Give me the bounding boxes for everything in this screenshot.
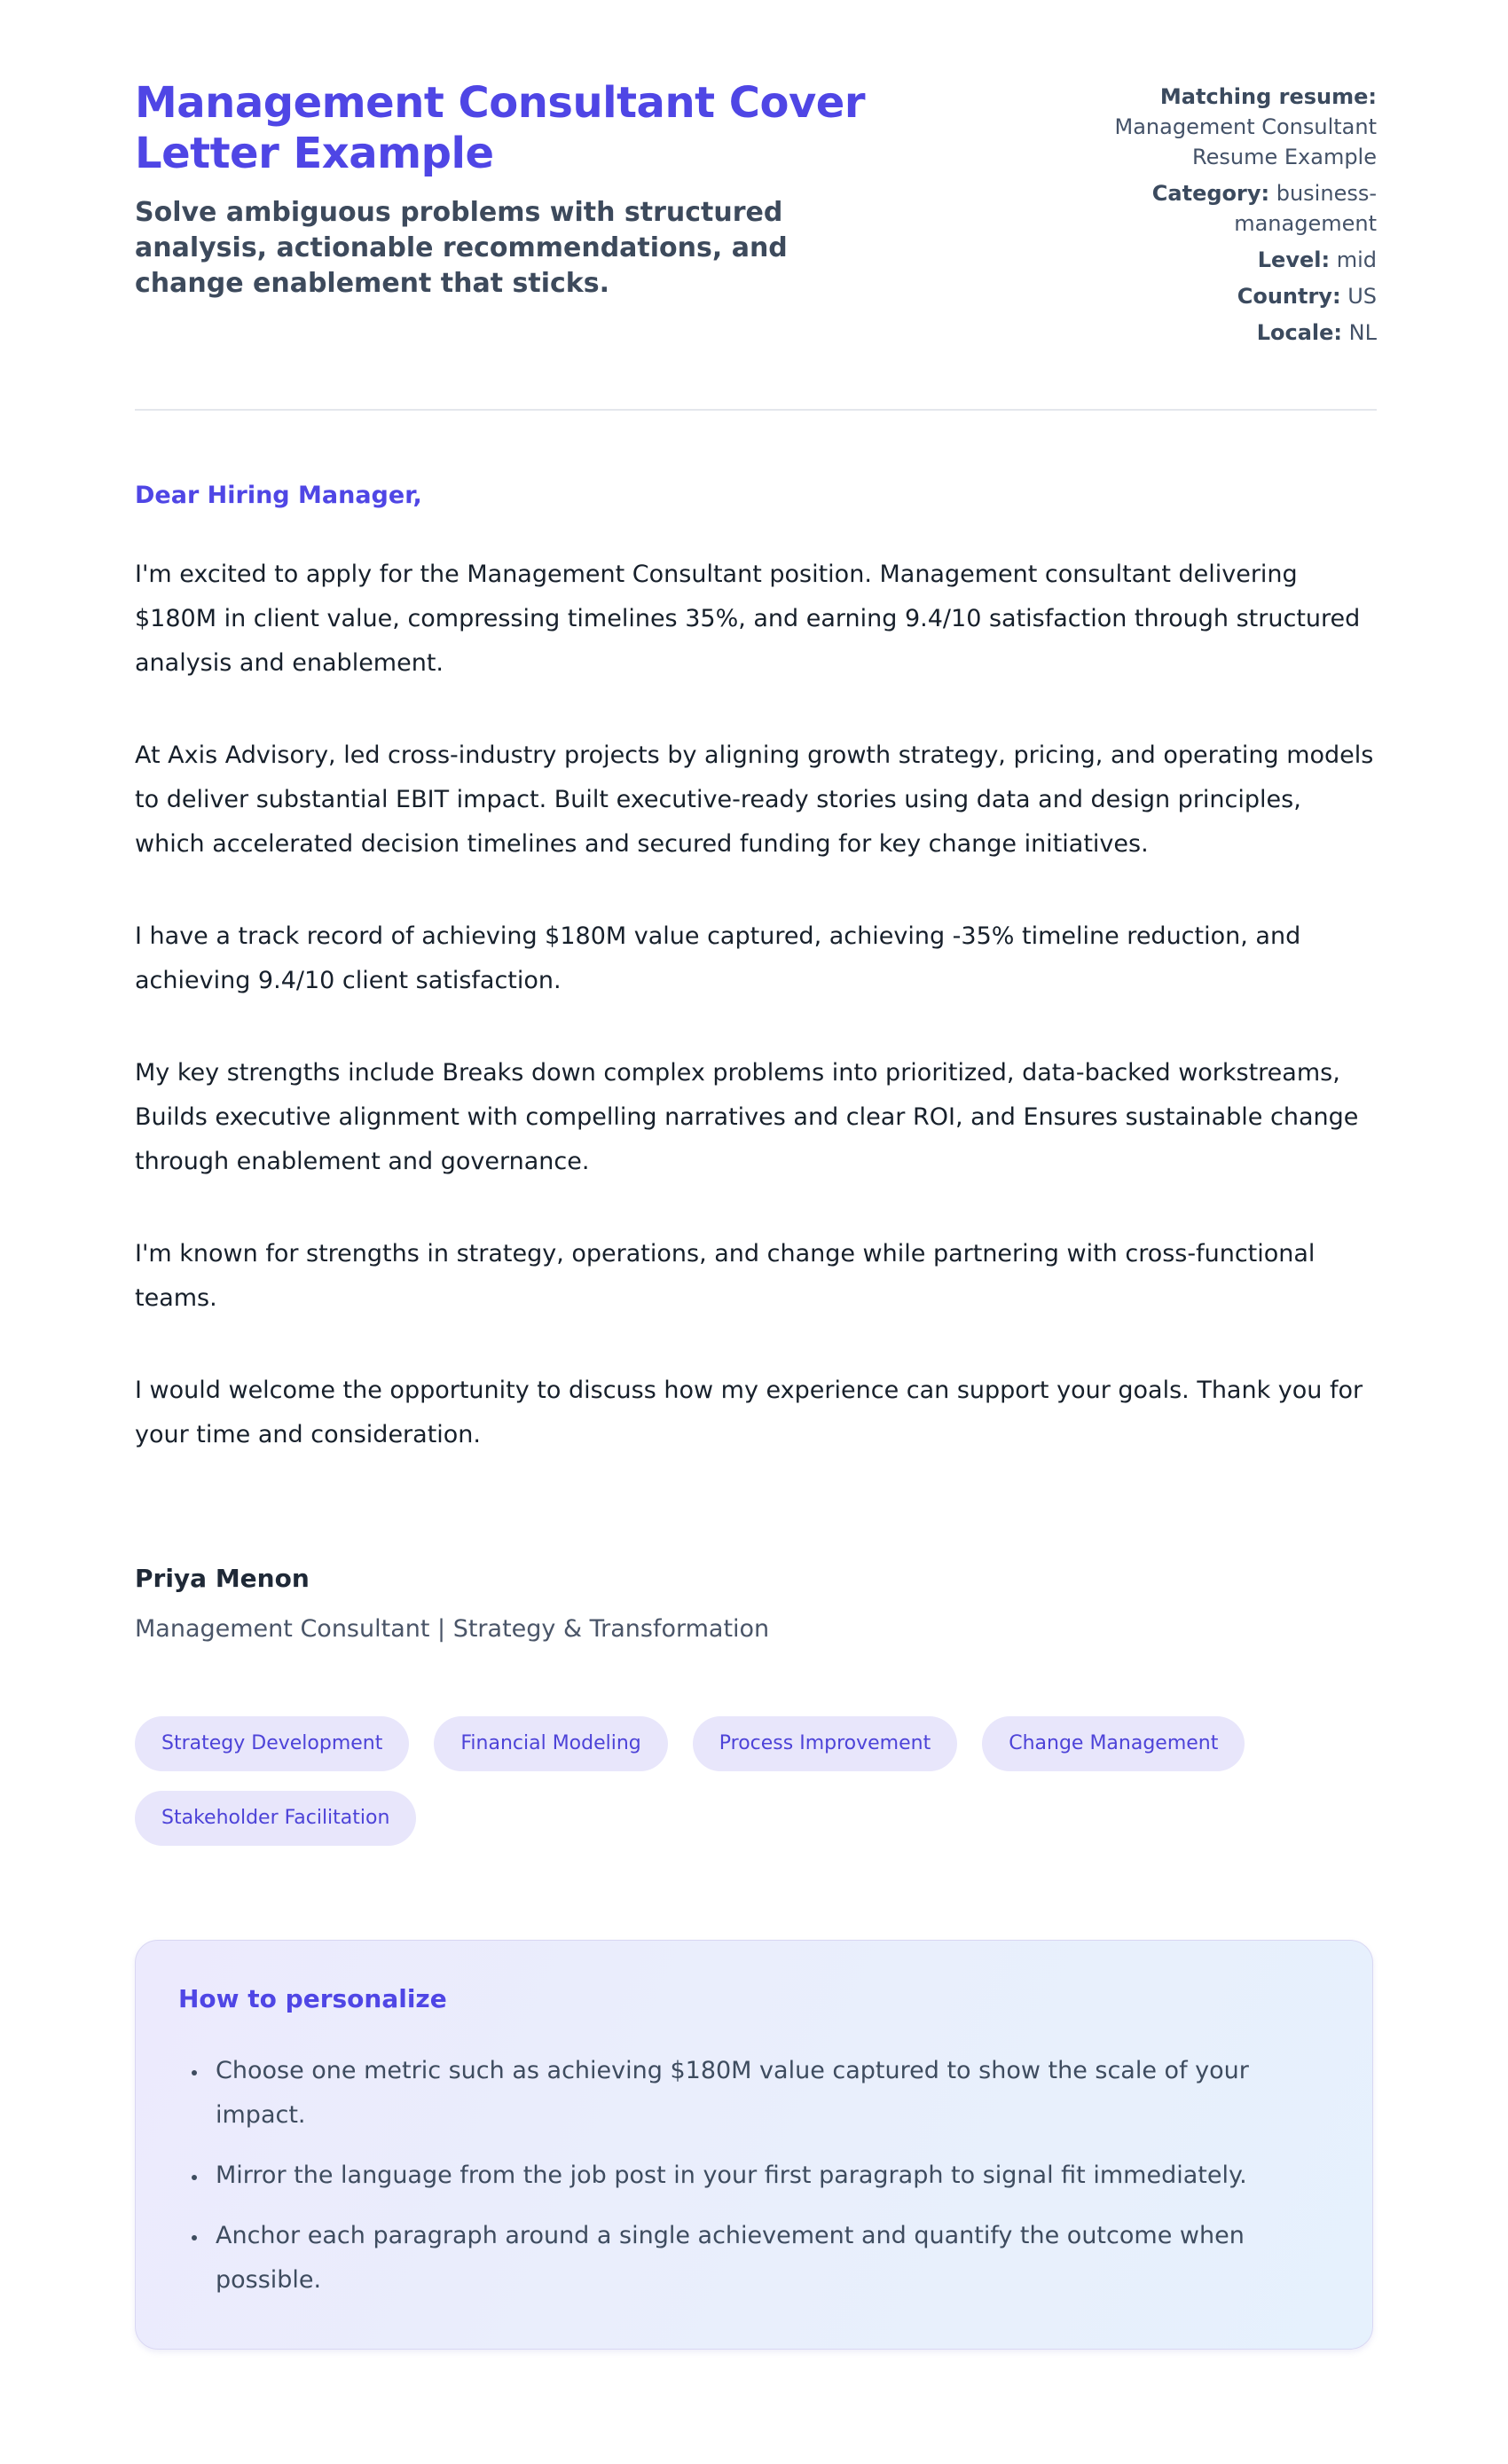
skill-tag: Change Management (982, 1716, 1245, 1771)
page-title: Management Consultant Cover Letter Example (135, 78, 865, 178)
meta-value: NL (1348, 320, 1377, 345)
how-to-personalize-box (135, 1940, 1373, 2350)
letter-paragraph: I'm excited to apply for the Management Consultant position. Management consultant delivering $180M in client value, compressing timelines 35%, and earning 9.4/10 satisfaction through structured analysis and enablement. (135, 561, 1361, 677)
salutation: Dear Hiring Manager, (135, 482, 422, 509)
meta-row-level (1057, 245, 1377, 275)
header-divider (135, 409, 1377, 411)
meta-value: US (1347, 284, 1377, 309)
meta-row-matching-resume (1057, 82, 1377, 172)
meta-label: Category: (1151, 181, 1270, 206)
skill-tag: Financial Modeling (434, 1716, 667, 1771)
skill-tag: Strategy Development (135, 1716, 409, 1771)
cover-letter-page (135, 0, 1377, 2350)
meta-label: Country: (1237, 284, 1341, 309)
page-header (135, 78, 1377, 409)
signature-role: Management Consultant | Strategy & Transformation (135, 1615, 770, 1643)
meta-row-category (1057, 178, 1377, 239)
skill-tag: Stakeholder Facilitation (135, 1791, 416, 1846)
letter-body (135, 480, 1377, 2350)
skill-tags (135, 1716, 1270, 1846)
meta-row-locale (1057, 318, 1377, 348)
meta-label: Matching resume: (1159, 84, 1377, 109)
meta-value: mid (1336, 247, 1377, 272)
tip-item: • Mirror the language from the job post in your first paragraph to signal fit immediately. (208, 2154, 1255, 2198)
tips-title: How to personalize (178, 1984, 447, 2013)
skill-tag: Process Improvement (693, 1716, 957, 1771)
meta-value: business-management (1234, 181, 1377, 236)
meta-row-country (1057, 281, 1377, 311)
meta-label: Level: (1257, 247, 1331, 272)
letter-paragraph: My key strengths include Breaks down complex problems into prioritized, data-backed workstreams, Builds executive alignment with compelling narratives and clear ROI, and Ensures sustainable change through enablement and governance. (135, 1059, 1359, 1175)
meta-label: Locale: (1256, 320, 1343, 345)
tip-item: • Choose one metric such as achieving $180M value captured to show the scale of your impact. (208, 2049, 1255, 2138)
signature-name: Priya Menon (135, 1564, 310, 1593)
meta-value: Management Consultant Resume Example (1114, 114, 1377, 169)
letter-paragraph: I'm known for strengths in strategy, operations, and change while partnering with cross-functional teams. (135, 1240, 1316, 1312)
letter-paragraph: I would welcome the opportunity to discuss how my experience can support your goals. Thank you for your time and consideration. (135, 1377, 1363, 1448)
page-subtitle: Solve ambiguous problems with structured analysis, actionable recommendations, and change enablement that sticks. (135, 197, 788, 299)
letter-paragraph: At Axis Advisory, led cross-industry projects by aligning growth strategy, pricing, and operating models to deliver substantial EBIT impact. Built executive-ready stories using data and design principles, which accelerated decision timelines and secured funding for key change initiatives. (135, 742, 1374, 858)
title-block (135, 78, 933, 302)
tip-item: • Anchor each paragraph around a single achievement and quantify the outcome when possible. (208, 2214, 1255, 2303)
tips-list (178, 2049, 1330, 2303)
letter-paragraph: I have a track record of achieving $180M value captured, achieving -35% timeline reduction, and achieving 9.4/10 client satisfaction. (135, 922, 1301, 994)
meta-panel (1057, 78, 1377, 354)
